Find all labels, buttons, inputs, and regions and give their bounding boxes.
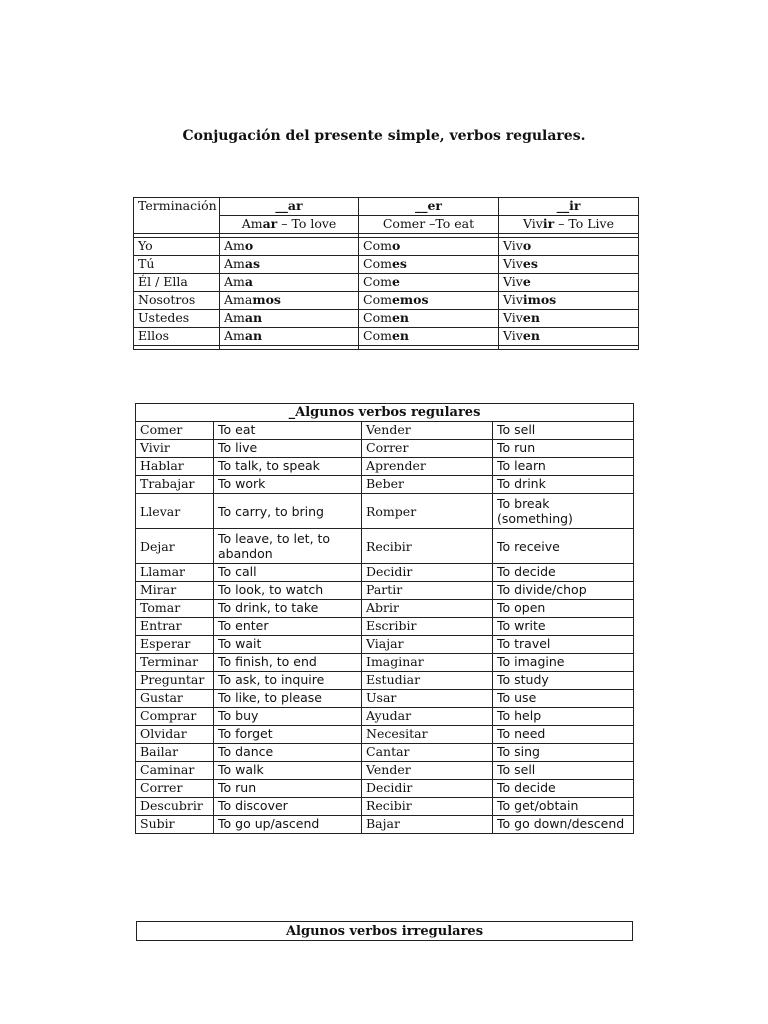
conjugation-row (134, 310, 639, 328)
spanish-verb: Vivir (136, 440, 214, 458)
english-meaning: To run (214, 780, 362, 798)
verb-row (136, 582, 634, 600)
form-er: Como (359, 238, 499, 256)
form-er: Come (359, 274, 499, 292)
form-ar: Amamos (220, 292, 359, 310)
form-ir: Vive (499, 274, 639, 292)
conjugation-row (134, 256, 639, 274)
form-er: Comemos (359, 292, 499, 310)
pronoun: Ellos (134, 328, 220, 346)
irregular-verbs-caption: Algunos verbos irregulares (137, 922, 633, 941)
english-meaning: To sell (493, 422, 634, 440)
spanish-verb: Vender (362, 762, 493, 780)
spanish-verb: Vender (362, 422, 493, 440)
spanish-verb: Beber (362, 476, 493, 494)
verb-row (136, 494, 634, 529)
english-meaning: To learn (493, 458, 634, 476)
english-meaning: To sing (493, 744, 634, 762)
regular-verbs-caption-row (136, 404, 634, 422)
english-meaning: To write (493, 618, 634, 636)
conjugation-row (134, 328, 639, 346)
spanish-verb: Escribir (362, 618, 493, 636)
spanish-verb: Olvidar (136, 726, 214, 744)
spanish-verb: Entrar (136, 618, 214, 636)
english-meaning: To break (something) (493, 494, 634, 529)
english-meaning: To discover (214, 798, 362, 816)
example-ar: Amar – To love (220, 216, 359, 234)
spanish-verb: Decidir (362, 564, 493, 582)
form-er: Comen (359, 310, 499, 328)
verb-row (136, 600, 634, 618)
form-ir: Vives (499, 256, 639, 274)
verb-row (136, 476, 634, 494)
english-meaning: To divide/chop (493, 582, 634, 600)
spanish-verb: Hablar (136, 458, 214, 476)
form-ir: Viven (499, 328, 639, 346)
english-meaning: To help (493, 708, 634, 726)
spanish-verb: Correr (136, 780, 214, 798)
english-meaning: To drink, to take (214, 600, 362, 618)
english-meaning: To buy (214, 708, 362, 726)
spanish-verb: Necesitar (362, 726, 493, 744)
spanish-verb: Terminar (136, 654, 214, 672)
form-ir: Viven (499, 310, 639, 328)
spanish-verb: Esperar (136, 636, 214, 654)
spanish-verb: Mirar (136, 582, 214, 600)
english-meaning: To decide (493, 780, 634, 798)
spanish-verb: Descubrir (136, 798, 214, 816)
english-meaning: To forget (214, 726, 362, 744)
spanish-verb: Ayudar (362, 708, 493, 726)
spanish-verb: Cantar (362, 744, 493, 762)
termination-header: Terminación (134, 198, 220, 234)
english-meaning: To dance (214, 744, 362, 762)
regular-verbs-caption: _Algunos verbos regulares (136, 404, 634, 422)
irregular-verbs-caption-row (137, 922, 633, 941)
irregular-verbs-table (136, 921, 633, 941)
verb-row (136, 744, 634, 762)
english-meaning: To sell (493, 762, 634, 780)
example-ir: Vivir – To Live (499, 216, 639, 234)
spanish-verb: Correr (362, 440, 493, 458)
spanish-verb: Gustar (136, 690, 214, 708)
spanish-verb: Preguntar (136, 672, 214, 690)
verb-row (136, 780, 634, 798)
english-meaning: To wait (214, 636, 362, 654)
english-meaning: To enter (214, 618, 362, 636)
english-meaning: To like, to please (214, 690, 362, 708)
ending-er: __er (359, 198, 499, 216)
spanish-verb: Romper (362, 494, 493, 529)
spanish-verb: Aprender (362, 458, 493, 476)
spanish-verb: Trabajar (136, 476, 214, 494)
form-er: Comen (359, 328, 499, 346)
english-meaning: To look, to watch (214, 582, 362, 600)
pronoun: Él / Ella (134, 274, 220, 292)
spanish-verb: Tomar (136, 600, 214, 618)
spanish-verb: Recibir (362, 798, 493, 816)
form-ir: Vivimos (499, 292, 639, 310)
form-ar: Amas (220, 256, 359, 274)
spanish-verb: Decidir (362, 780, 493, 798)
english-meaning: To leave, to let, to abandon (214, 529, 362, 564)
page-title: Conjugación del presente simple, verbos regulares. (182, 128, 586, 144)
verb-row (136, 798, 634, 816)
spanish-verb: Partir (362, 582, 493, 600)
spanish-verb: Bailar (136, 744, 214, 762)
verb-row (136, 726, 634, 744)
form-ar: Ama (220, 274, 359, 292)
spanish-verb: Subir (136, 816, 214, 834)
spanish-verb: Comer (136, 422, 214, 440)
spanish-verb: Usar (362, 690, 493, 708)
form-ar: Aman (220, 310, 359, 328)
english-meaning: To receive (493, 529, 634, 564)
verb-row (136, 636, 634, 654)
example-er: Comer –To eat (359, 216, 499, 234)
english-meaning: To travel (493, 636, 634, 654)
english-meaning: To work (214, 476, 362, 494)
verb-row (136, 564, 634, 582)
english-meaning: To drink (493, 476, 634, 494)
verb-row (136, 762, 634, 780)
pronoun: Ustedes (134, 310, 220, 328)
conjugation-spacer (134, 346, 639, 350)
spanish-verb: Comprar (136, 708, 214, 726)
conjugation-row (134, 274, 639, 292)
regular-verbs-table (135, 403, 634, 834)
english-meaning: To eat (214, 422, 362, 440)
spanish-verb: Abrir (362, 600, 493, 618)
conjugation-table (133, 197, 639, 350)
spanish-verb: Bajar (362, 816, 493, 834)
conjugation-header-row (134, 198, 639, 216)
ending-ir: __ir (499, 198, 639, 216)
english-meaning: To finish, to end (214, 654, 362, 672)
verb-row (136, 690, 634, 708)
english-meaning: To use (493, 690, 634, 708)
verb-row (136, 708, 634, 726)
spanish-verb: Llevar (136, 494, 214, 529)
english-meaning: To study (493, 672, 634, 690)
form-ar: Aman (220, 328, 359, 346)
pronoun: Tú (134, 256, 220, 274)
verb-row (136, 529, 634, 564)
spanish-verb: Viajar (362, 636, 493, 654)
english-meaning: To walk (214, 762, 362, 780)
verb-row (136, 672, 634, 690)
verb-row (136, 618, 634, 636)
conjugation-row (134, 238, 639, 256)
spanish-verb: Caminar (136, 762, 214, 780)
form-er: Comes (359, 256, 499, 274)
spanish-verb: Imaginar (362, 654, 493, 672)
english-meaning: To imagine (493, 654, 634, 672)
form-ir: Vivo (499, 238, 639, 256)
conjugation-row (134, 292, 639, 310)
english-meaning: To get/obtain (493, 798, 634, 816)
verb-row (136, 440, 634, 458)
spanish-verb: Dejar (136, 529, 214, 564)
verb-row (136, 422, 634, 440)
english-meaning: To call (214, 564, 362, 582)
english-meaning: To ask, to inquire (214, 672, 362, 690)
spanish-verb: Recibir (362, 529, 493, 564)
ending-ar: __ar (220, 198, 359, 216)
english-meaning: To carry, to bring (214, 494, 362, 529)
english-meaning: To decide (493, 564, 634, 582)
verb-row (136, 816, 634, 834)
spanish-verb: Estudiar (362, 672, 493, 690)
english-meaning: To go down/descend (493, 816, 634, 834)
spanish-verb: Llamar (136, 564, 214, 582)
pronoun: Yo (134, 238, 220, 256)
english-meaning: To open (493, 600, 634, 618)
verb-row (136, 654, 634, 672)
english-meaning: To live (214, 440, 362, 458)
verb-row (136, 458, 634, 476)
english-meaning: To need (493, 726, 634, 744)
pronoun: Nosotros (134, 292, 220, 310)
form-ar: Amo (220, 238, 359, 256)
english-meaning: To run (493, 440, 634, 458)
english-meaning: To talk, to speak (214, 458, 362, 476)
english-meaning: To go up/ascend (214, 816, 362, 834)
